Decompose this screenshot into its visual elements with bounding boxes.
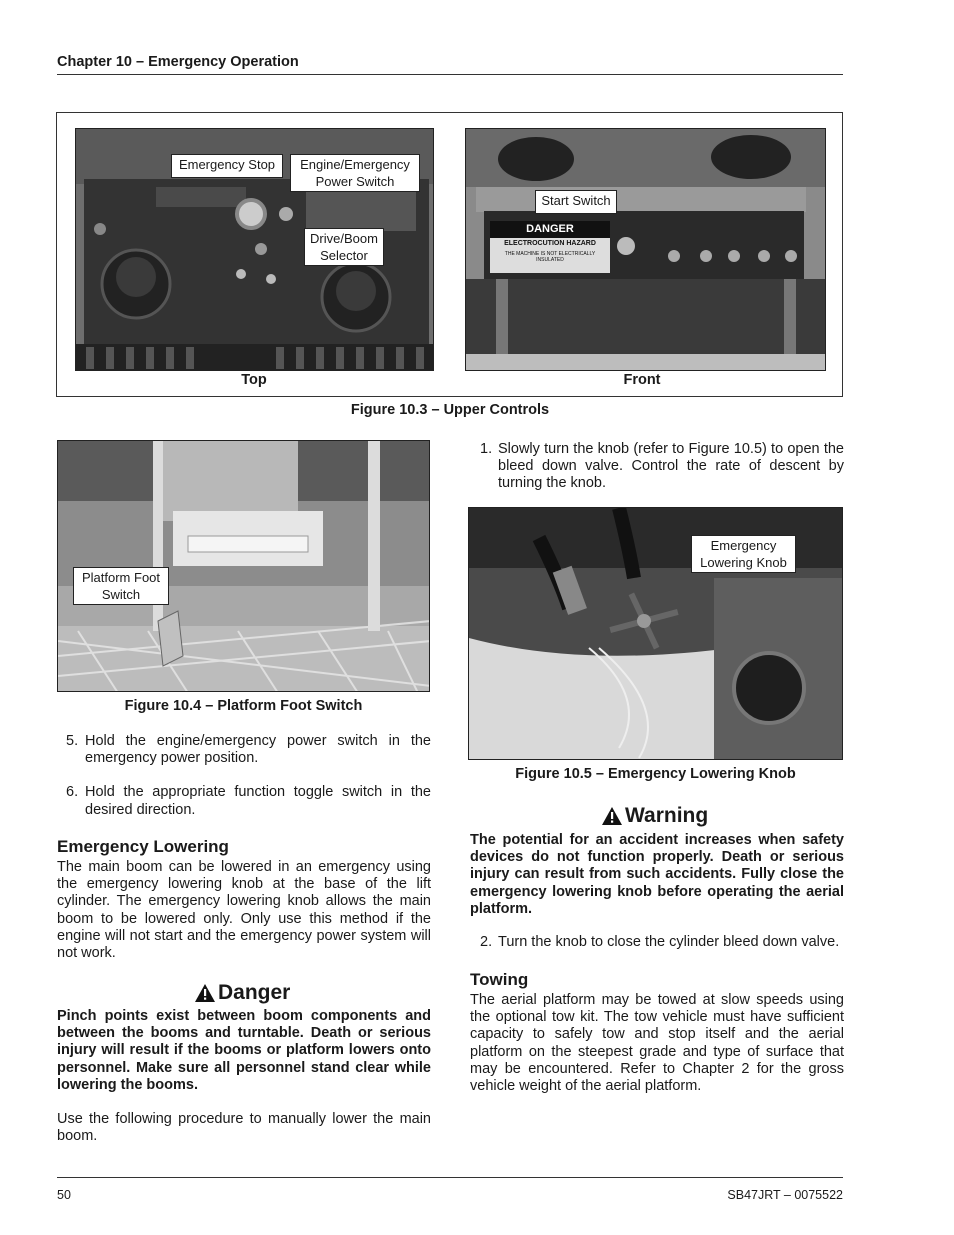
procedure-intro: Use the following procedure to manually lower the main boom. — [57, 1111, 431, 1145]
platform-foot-switch-photo — [57, 440, 430, 692]
upper-controls-front-photo — [465, 128, 826, 371]
towing-paragraph: The aerial platform may be towed at slow speeds using the optional tow kit. The tow vehicle must have sufficient capacity to safely tow and stop itself and the aerial platform on the steepest grade and type of surface that may be encountered. Refer to Chapter 2 for the gross vehicle weight of the aerial platform. — [470, 992, 844, 1095]
start-switch-callout: Start Switch — [535, 190, 617, 214]
warning-title — [601, 804, 708, 828]
emergency-lowering-heading: Emergency Lowering — [57, 837, 229, 856]
figure-10-4-caption: Figure 10.4 – Platform Foot Switch — [124, 698, 363, 714]
figure-10-5-caption: Figure 10.5 – Emergency Lowering Knob — [515, 766, 796, 782]
step-text: Turn the knob to close the cylinder bleed down valve. — [498, 934, 840, 950]
emergency-lowering-knob-callout: Emergency Lowering Knob — [691, 535, 796, 573]
list-item — [57, 733, 431, 767]
right-step-1 — [470, 441, 844, 493]
step-text: Slowly turn the knob (refer to Figure 10.5) to open the bleed down valve. Control the rate of descent by turning the knob. — [498, 441, 844, 492]
engine-emergency-callout: Engine/Emergency Power Switch — [290, 154, 420, 192]
danger-decal-hazard: ELECTROCUTION HAZARD — [504, 240, 596, 247]
danger-text: Pinch points exist between boom components and between the booms and turntable. Death or serious injury will result if the booms or platform lowers onto personnel. Make sure all personnel stand clear while lowering the booms. — [57, 1008, 431, 1093]
page-number: 50 — [57, 1188, 71, 1202]
drive-boom-callout: Drive/Boom Selector — [304, 228, 384, 266]
footer-rule — [57, 1177, 843, 1178]
chapter-header: Chapter 10 – Emergency Operation — [57, 54, 299, 70]
step-text: Hold the appropriate function toggle switch in the desired direction. — [85, 784, 431, 818]
danger-title-text: Danger — [218, 981, 291, 1004]
warning-triangle-icon — [194, 983, 216, 1003]
emergency-stop-callout: Emergency Stop — [171, 154, 283, 178]
danger-decal-title: DANGER — [526, 223, 574, 235]
step-number: 2. — [480, 934, 493, 950]
right-step-2 — [470, 934, 844, 951]
warning-triangle-icon — [601, 806, 623, 826]
platform-foot-switch-callout: Platform Foot Switch — [73, 567, 169, 605]
danger-decal-fine: THE MACHINE IS NOT ELECTRICALLY INSULATED — [504, 251, 596, 263]
step-number: 1. — [480, 441, 493, 457]
top-label: Top — [241, 372, 267, 388]
step-number: 5. — [66, 733, 79, 749]
danger-title — [194, 981, 290, 1005]
upper-controls-top-photo — [75, 128, 434, 371]
step-number: 6. — [66, 784, 79, 801]
emergency-lowering-paragraph: The main boom can be lowered in an emergency using the emergency lowering knob at the base of the lift cylinder. The emergency lowering knob allows the main boom to be lowered only. Only use this method if the engine will not start and the emergency power system will not work. — [57, 859, 431, 962]
warning-title-text: Warning — [625, 804, 709, 827]
emergency-lowering-knob-photo — [468, 507, 843, 760]
towing-heading: Towing — [470, 970, 529, 989]
front-label: Front — [623, 372, 661, 388]
figure-10-3-caption: Figure 10.3 – Upper Controls — [350, 402, 550, 418]
step-text: Hold the engine/emergency power switch in the emergency power position. — [85, 733, 431, 767]
list-item — [57, 784, 431, 818]
header-rule — [57, 74, 843, 75]
document-id: SB47JRT – 0075522 — [727, 1188, 843, 1202]
left-step-list — [57, 733, 431, 819]
warning-text: The potential for an accident increases when safety devices do not function properly. Death or serious injury can result from such accidents. Fully close the emergency lowering knob before operating the aerial platform. — [470, 832, 844, 917]
